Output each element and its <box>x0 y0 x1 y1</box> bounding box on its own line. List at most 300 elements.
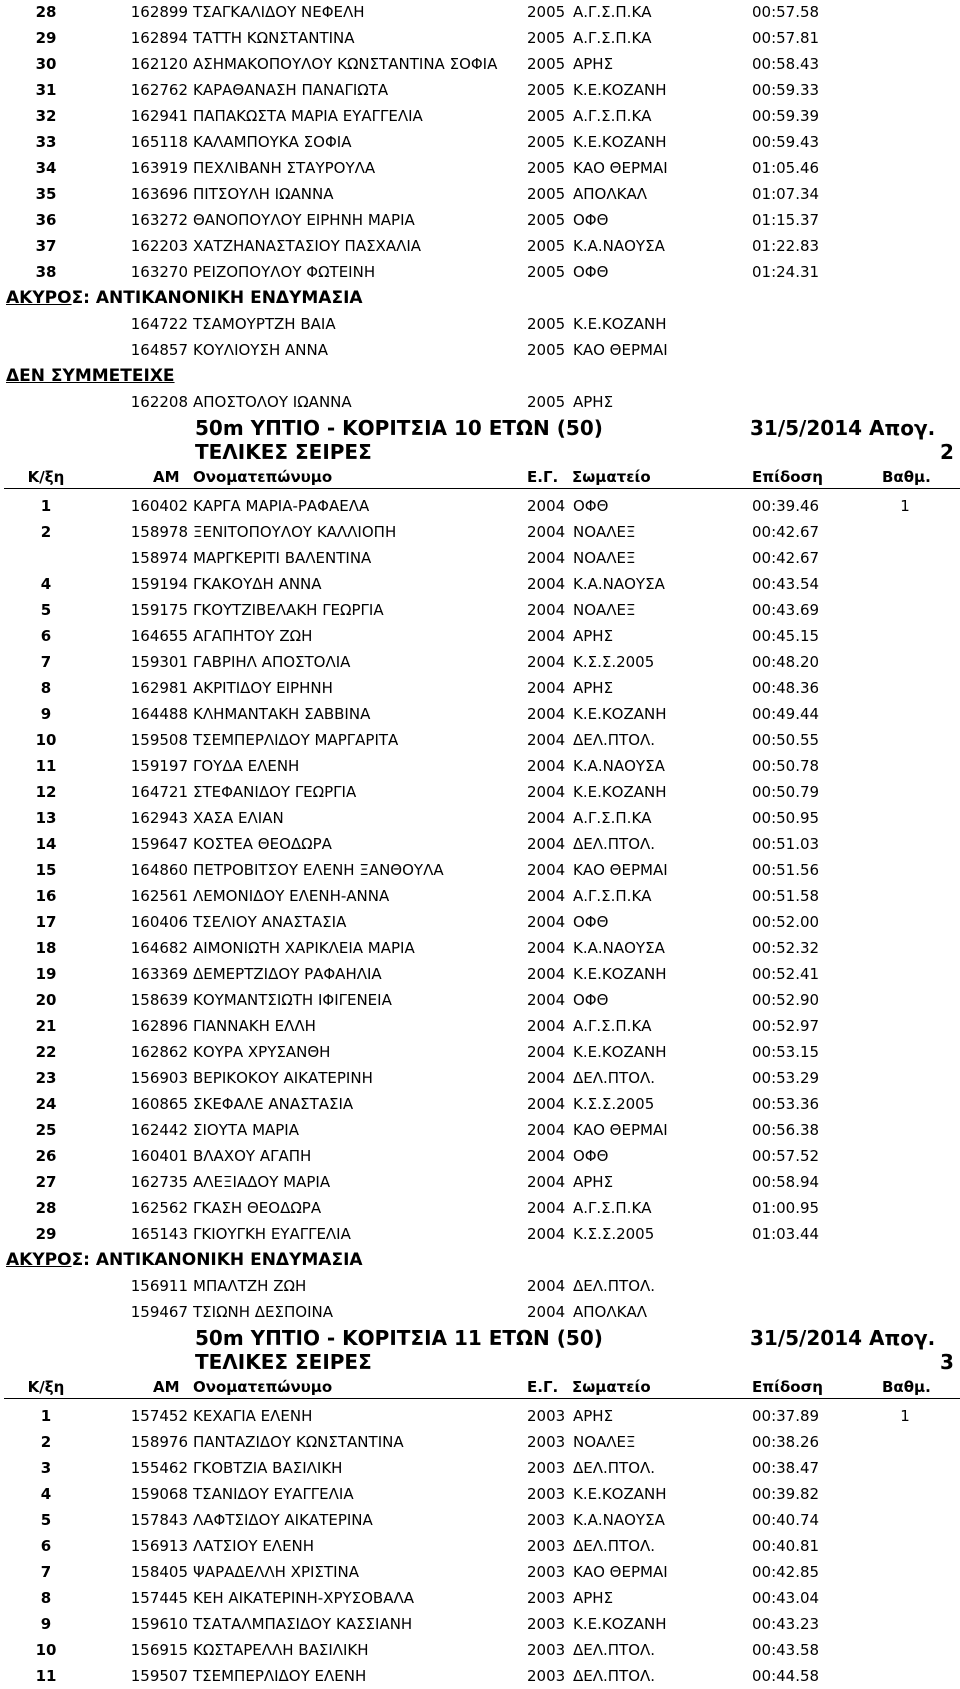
year-cell: 2004 <box>527 887 566 905</box>
name-cell: ΓΑΒΡΙΗΛ ΑΠΟΣΤΟΛΙΑ <box>193 653 351 671</box>
event-date: 31/5/2014 Απογ. <box>750 1326 936 1350</box>
result-row <box>0 727 960 753</box>
club-cell: Α.Γ.Σ.Π.ΚΑ <box>573 887 652 905</box>
year-cell: 2004 <box>527 497 566 515</box>
club-cell: Κ.Ε.ΚΟΖΑΝΗ <box>573 81 667 99</box>
name-cell: ΑΙΜΟΝΙΩΤΗ ΧΑΡΙΚΛΕΙΑ ΜΑΡΙΑ <box>193 939 415 957</box>
name-cell: ΓΚΑΣΗ ΘΕΟΔΩΡΑ <box>193 1199 322 1217</box>
club-cell: ΑΠΟΛΚΑΛ <box>573 1303 647 1321</box>
time-cell: 00:57.52 <box>752 1147 820 1165</box>
year-cell: 2005 <box>527 185 566 203</box>
year-cell: 2005 <box>527 133 566 151</box>
time-cell: 00:39.82 <box>752 1485 820 1503</box>
rank-cell: 8 <box>40 679 52 697</box>
rank-cell: 26 <box>35 1147 57 1165</box>
rank-cell: 4 <box>40 575 52 593</box>
result-row <box>0 337 960 363</box>
name-cell: ΤΣΑΤΑΛΜΠΑΣΙΔΟΥ ΚΑΣΣΙΑΝΗ <box>193 1615 413 1633</box>
club-cell: Α.Γ.Σ.Π.ΚΑ <box>573 107 652 125</box>
result-row <box>0 883 960 909</box>
club-cell: Κ.Σ.Σ.2005 <box>573 1095 655 1113</box>
club-cell: ΟΦΘ <box>573 497 609 515</box>
name-cell: ΚΑΛΑΜΠΟΥΚΑ ΣΟΦΙΑ <box>193 133 352 151</box>
year-cell: 2004 <box>527 1121 566 1139</box>
result-row <box>0 155 960 181</box>
year-cell: 2004 <box>527 1173 566 1191</box>
club-cell: ΑΡΗΣ <box>573 55 614 73</box>
time-cell: 00:42.67 <box>752 523 820 541</box>
am-cell: 159507 <box>130 1667 188 1685</box>
name-cell: ΠΑΝΤΑΖΙΔΟΥ ΚΩΝΣΤΑΝΤΙΝΑ <box>193 1433 404 1451</box>
column-header-row <box>0 1375 960 1399</box>
header-eg: Ε.Γ. <box>527 468 559 486</box>
year-cell: 2004 <box>527 991 566 1009</box>
header-time: Επίδοση <box>752 468 823 486</box>
name-cell: ΚΕΧΑΓΙΑ ΕΛΕΝΗ <box>193 1407 313 1425</box>
time-cell: 00:43.04 <box>752 1589 820 1607</box>
rank-cell: 11 <box>35 1667 57 1685</box>
points-cell: 1 <box>900 497 910 515</box>
name-cell: ΤΣΕΛΙΟΥ ΑΝΑΣΤΑΣΙΑ <box>193 913 347 931</box>
club-cell: ΟΦΘ <box>573 263 609 281</box>
am-cell: 158974 <box>130 549 188 567</box>
club-cell: Κ.Ε.ΚΟΖΑΝΗ <box>573 1615 667 1633</box>
result-row <box>0 519 960 545</box>
rank-cell: 36 <box>35 211 57 229</box>
result-row <box>0 961 960 987</box>
year-cell: 2004 <box>527 783 566 801</box>
year-cell: 2005 <box>527 315 566 333</box>
am-cell: 164857 <box>130 341 188 359</box>
year-cell: 2004 <box>527 601 566 619</box>
name-cell: ΚΕΗ ΑΙΚΑΤΕΡΙΝΗ-ΧΡΥΣΟΒΑΛΑ <box>193 1589 415 1607</box>
rank-cell: 23 <box>35 1069 57 1087</box>
rank-cell: 5 <box>40 1511 52 1529</box>
year-cell: 2004 <box>527 627 566 645</box>
time-cell: 00:48.20 <box>752 653 820 671</box>
name-cell: ΠΑΠΑΚΩΣΤΑ ΜΑΡΙΑ ΕΥΑΓΓΕΛΙΑ <box>193 107 423 125</box>
rank-cell: 2 <box>40 523 52 541</box>
result-row <box>0 935 960 961</box>
club-cell: Α.Γ.Σ.Π.ΚΑ <box>573 809 652 827</box>
year-cell: 2004 <box>527 1199 566 1217</box>
rank-cell: 6 <box>40 627 52 645</box>
am-cell: 157445 <box>130 1589 188 1607</box>
rank-cell: 10 <box>35 731 57 749</box>
result-row <box>0 1039 960 1065</box>
time-cell: 00:50.78 <box>752 757 820 775</box>
event-subtitle: ΤΕΛΙΚΕΣ ΣΕΙΡΕΣ <box>195 1350 372 1374</box>
time-cell: 00:50.55 <box>752 731 820 749</box>
year-cell: 2003 <box>527 1563 566 1581</box>
result-row <box>0 779 960 805</box>
club-cell: ΚΑΟ ΘΕΡΜΑΙ <box>573 341 668 359</box>
club-cell: ΑΡΗΣ <box>573 1407 614 1425</box>
time-cell: 00:43.23 <box>752 1615 820 1633</box>
event-title: 50m ΥΠΤΙΟ - ΚΟΡΙΤΣΙΑ 10 ΕΤΩΝ (50) <box>195 416 603 440</box>
club-cell: Κ.Ε.ΚΟΖΑΝΗ <box>573 315 667 333</box>
rank-cell: 24 <box>35 1095 57 1113</box>
time-cell: 01:05.46 <box>752 159 820 177</box>
time-cell: 00:43.69 <box>752 601 820 619</box>
year-cell: 2004 <box>527 679 566 697</box>
time-cell: 00:42.67 <box>752 549 820 567</box>
year-cell: 2004 <box>527 575 566 593</box>
rank-cell: 18 <box>35 939 57 957</box>
result-row <box>0 0 960 25</box>
event-date: 31/5/2014 Απογ. <box>750 416 936 440</box>
club-cell: ΔΕΛ.ΠΤΟΛ. <box>573 731 656 749</box>
name-cell: ΑΛΕΞΙΑΔΟΥ ΜΑΡΙΑ <box>193 1173 331 1191</box>
result-row <box>0 805 960 831</box>
am-cell: 165143 <box>130 1225 188 1243</box>
club-cell: Κ.Ε.ΚΟΖΑΝΗ <box>573 133 667 151</box>
name-cell: ΑΣΗΜΑΚΟΠΟΥΛΟΥ ΚΩΝΣΤΑΝΤΙΝΑ ΣΟΦΙΑ <box>193 55 498 73</box>
result-row <box>0 597 960 623</box>
result-row <box>0 831 960 857</box>
result-row <box>0 1403 960 1429</box>
club-cell: ΑΡΗΣ <box>573 627 614 645</box>
am-cell: 159647 <box>130 835 188 853</box>
result-row <box>0 233 960 259</box>
am-cell: 162120 <box>130 55 188 73</box>
result-row <box>0 1637 960 1663</box>
year-cell: 2004 <box>527 809 566 827</box>
year-cell: 2004 <box>527 1043 566 1061</box>
name-cell: ΚΑΡΑΘΑΝΑΣΗ ΠΑΝΑΓΙΩΤΑ <box>193 81 389 99</box>
name-cell: ΑΚΡΙΤΙΔΟΥ ΕΙΡΗΝΗ <box>193 679 333 697</box>
rank-cell: 27 <box>35 1173 57 1191</box>
am-cell: 162981 <box>130 679 188 697</box>
disqualified-heading <box>6 1247 363 1273</box>
am-cell: 162561 <box>130 887 188 905</box>
name-cell: ΛΑΦΤΣΙΔΟΥ ΑΙΚΑΤΕΡΙΝΑ <box>193 1511 373 1529</box>
am-cell: 164488 <box>130 705 188 723</box>
am-cell: 155462 <box>130 1459 188 1477</box>
result-row <box>0 51 960 77</box>
result-row <box>0 207 960 233</box>
name-cell: ΚΟΥΛΙΟΥΣΗ ΑΝΝΑ <box>193 341 328 359</box>
year-cell: 2005 <box>527 237 566 255</box>
result-row <box>0 1117 960 1143</box>
name-cell: ΘΑΝΟΠΟΥΛΟΥ ΕΙΡΗΝΗ ΜΑΡΙΑ <box>193 211 415 229</box>
result-row <box>0 545 960 571</box>
header-rank: Κ/ξη <box>27 468 65 486</box>
result-row <box>0 1195 960 1221</box>
name-cell: ΚΟΣΤΕΑ ΘΕΟΔΩΡΑ <box>193 835 332 853</box>
rank-cell: 7 <box>40 1563 52 1581</box>
year-cell: 2003 <box>527 1615 566 1633</box>
year-cell: 2003 <box>527 1511 566 1529</box>
result-row <box>0 909 960 935</box>
result-row <box>0 857 960 883</box>
time-cell: 00:58.94 <box>752 1173 820 1191</box>
disqualified-heading <box>6 285 363 311</box>
am-cell: 156915 <box>130 1641 188 1659</box>
year-cell: 2003 <box>527 1407 566 1425</box>
year-cell: 2005 <box>527 159 566 177</box>
result-row <box>0 129 960 155</box>
name-cell: ΠΕΧΛΙΒΑΝΗ ΣΤΑΥΡΟΥΛΑ <box>193 159 376 177</box>
name-cell: ΤΣΑΜΟΥΡΤΖΗ ΒΑΙΑ <box>193 315 336 333</box>
time-cell: 00:56.38 <box>752 1121 820 1139</box>
rank-cell: 21 <box>35 1017 57 1035</box>
did-not-start-heading: ΔΕΝ ΣΥΜΜΕΤΕΙΧΕ <box>6 366 175 386</box>
year-cell: 2003 <box>527 1459 566 1477</box>
rank-cell: 9 <box>40 705 52 723</box>
club-cell: ΝΟΑΛΕΞ <box>573 1433 636 1451</box>
result-row <box>0 649 960 675</box>
rank-cell: 32 <box>35 107 57 125</box>
am-cell: 163919 <box>130 159 188 177</box>
rank-cell: 14 <box>35 835 57 853</box>
time-cell: 00:59.39 <box>752 107 820 125</box>
rank-cell: 31 <box>35 81 57 99</box>
rank-cell: 34 <box>35 159 57 177</box>
time-cell: 00:44.58 <box>752 1667 820 1685</box>
header-club: Σωματείο <box>572 1378 651 1396</box>
time-cell: 00:52.32 <box>752 939 820 957</box>
time-cell: 01:00.95 <box>752 1199 820 1217</box>
club-cell: ΟΦΘ <box>573 991 609 1009</box>
club-cell: Α.Γ.Σ.Π.ΚΑ <box>573 3 652 21</box>
year-cell: 2003 <box>527 1641 566 1659</box>
rank-cell: 17 <box>35 913 57 931</box>
time-cell: 01:22.83 <box>752 237 820 255</box>
name-cell: ΚΟΥΜΑΝΤΣΙΩΤΗ ΙΦΙΓΕΝΕΙΑ <box>193 991 392 1009</box>
year-cell: 2003 <box>527 1537 566 1555</box>
am-cell: 162896 <box>130 1017 188 1035</box>
am-cell: 163696 <box>130 185 188 203</box>
result-row <box>0 1429 960 1455</box>
year-cell: 2003 <box>527 1433 566 1451</box>
am-cell: 158978 <box>130 523 188 541</box>
name-cell: ΓΙΑΝΝΑΚΗ ΕΛΛΗ <box>193 1017 316 1035</box>
rank-cell: 10 <box>35 1641 57 1659</box>
time-cell: 00:52.97 <box>752 1017 820 1035</box>
result-row <box>0 1065 960 1091</box>
year-cell: 2003 <box>527 1485 566 1503</box>
year-cell: 2003 <box>527 1589 566 1607</box>
event-subtitle: ΤΕΛΙΚΕΣ ΣΕΙΡΕΣ <box>195 440 372 464</box>
rank-cell: 9 <box>40 1615 52 1633</box>
result-row <box>0 1169 960 1195</box>
name-cell: ΑΠΟΣΤΟΛΟΥ ΙΩΑΝΝΑ <box>193 393 352 411</box>
club-cell: ΝΟΑΛΕΞ <box>573 523 636 541</box>
year-cell: 2004 <box>527 861 566 879</box>
rank-cell: 22 <box>35 1043 57 1061</box>
club-cell: ΚΑΟ ΘΕΡΜΑΙ <box>573 159 668 177</box>
name-cell: ΑΓΑΠΗΤΟΥ ΖΩΗ <box>193 627 313 645</box>
time-cell: 00:38.26 <box>752 1433 820 1451</box>
am-cell: 162203 <box>130 237 188 255</box>
name-cell: ΜΠΑΛΤΖΗ ΖΩΗ <box>193 1277 307 1295</box>
header-name: Ονοματεπώνυμο <box>193 468 333 486</box>
year-cell: 2004 <box>527 1095 566 1113</box>
rank-cell: 19 <box>35 965 57 983</box>
time-cell: 00:53.15 <box>752 1043 820 1061</box>
am-cell: 162562 <box>130 1199 188 1217</box>
am-cell: 162208 <box>130 393 188 411</box>
header-am: ΑΜ <box>153 1378 180 1396</box>
club-cell: ΝΟΑΛΕΞ <box>573 549 636 567</box>
rank-cell: 2 <box>40 1433 52 1451</box>
year-cell: 2004 <box>527 1225 566 1243</box>
am-cell: 160865 <box>130 1095 188 1113</box>
time-cell: 00:40.74 <box>752 1511 820 1529</box>
rank-cell: 29 <box>35 1225 57 1243</box>
result-row <box>0 77 960 103</box>
time-cell: 00:45.15 <box>752 627 820 645</box>
name-cell: ΜΑΡΓΚΕΡΙΤΙ ΒΑΛΕΝΤΙΝΑ <box>193 549 372 567</box>
year-cell: 2005 <box>527 29 566 47</box>
time-cell: 00:52.90 <box>752 991 820 1009</box>
name-cell: ΛΑΤΣΙΟΥ ΕΛΕΝΗ <box>193 1537 315 1555</box>
club-cell: Α.Γ.Σ.Π.ΚΑ <box>573 1017 652 1035</box>
rank-cell: 28 <box>35 1199 57 1217</box>
page-number: 3 <box>940 1350 954 1374</box>
header-club: Σωματείο <box>572 468 651 486</box>
time-cell: 00:52.41 <box>752 965 820 983</box>
name-cell: ΤΣΕΜΠΕΡΛΙΔΟΥ ΜΑΡΓΑΡΙΤΑ <box>193 731 399 749</box>
rank-cell: 7 <box>40 653 52 671</box>
am-cell: 164682 <box>130 939 188 957</box>
year-cell: 2004 <box>527 1277 566 1295</box>
am-cell: 162943 <box>130 809 188 827</box>
result-row <box>0 1585 960 1611</box>
name-cell: ΚΑΡΓΑ ΜΑΡΙΑ-ΡΑΦΑΕΛΑ <box>193 497 370 515</box>
year-cell: 2004 <box>527 939 566 957</box>
am-cell: 159194 <box>130 575 188 593</box>
club-cell: Κ.Ε.ΚΟΖΑΝΗ <box>573 1043 667 1061</box>
am-cell: 159301 <box>130 653 188 671</box>
am-cell: 164721 <box>130 783 188 801</box>
result-row <box>0 1273 960 1299</box>
rank-cell: 30 <box>35 55 57 73</box>
am-cell: 162862 <box>130 1043 188 1061</box>
result-row <box>0 181 960 207</box>
result-row <box>0 675 960 701</box>
club-cell: ΑΡΗΣ <box>573 1173 614 1191</box>
time-cell: 00:43.58 <box>752 1641 820 1659</box>
name-cell: ΞΕΝΙΤΟΠΟΥΛΟΥ ΚΑΛΛΙΟΠΗ <box>193 523 397 541</box>
club-cell: ΟΦΘ <box>573 211 609 229</box>
rank-cell: 28 <box>35 3 57 21</box>
year-cell: 2004 <box>527 1147 566 1165</box>
time-cell: 00:42.85 <box>752 1563 820 1581</box>
name-cell: ΠΙΤΣΟΥΛΗ ΙΩΑΝΝΑ <box>193 185 334 203</box>
am-cell: 165118 <box>130 133 188 151</box>
header-divider <box>4 1398 960 1399</box>
am-cell: 164860 <box>130 861 188 879</box>
club-cell: ΔΕΛ.ΠΤΟΛ. <box>573 1069 656 1087</box>
club-cell: Κ.Ε.ΚΟΖΑΝΗ <box>573 1485 667 1503</box>
name-cell: ΡΕΙΖΟΠΟΥΛΟΥ ΦΩΤΕΙΝΗ <box>193 263 376 281</box>
header-eg: Ε.Γ. <box>527 1378 559 1396</box>
time-cell: 00:57.81 <box>752 29 820 47</box>
club-cell: Κ.Α.ΝΑΟΥΣΑ <box>573 939 665 957</box>
club-cell: Α.Γ.Σ.Π.ΚΑ <box>573 29 652 47</box>
club-cell: Κ.Α.ΝΑΟΥΣΑ <box>573 757 665 775</box>
header-time: Επίδοση <box>752 1378 823 1396</box>
time-cell: 00:40.81 <box>752 1537 820 1555</box>
rank-cell: 8 <box>40 1589 52 1607</box>
year-cell: 2004 <box>527 965 566 983</box>
club-cell: ΝΟΑΛΕΞ <box>573 601 636 619</box>
rank-cell: 6 <box>40 1537 52 1555</box>
am-cell: 159068 <box>130 1485 188 1503</box>
time-cell: 00:38.47 <box>752 1459 820 1477</box>
am-cell: 158976 <box>130 1433 188 1451</box>
club-cell: Κ.Σ.Σ.2005 <box>573 653 655 671</box>
result-row <box>0 1455 960 1481</box>
year-cell: 2004 <box>527 731 566 749</box>
time-cell: 00:57.58 <box>752 3 820 21</box>
am-cell: 160401 <box>130 1147 188 1165</box>
time-cell: 00:49.44 <box>752 705 820 723</box>
club-cell: ΔΕΛ.ΠΤΟΛ. <box>573 1459 656 1477</box>
rank-cell: 37 <box>35 237 57 255</box>
club-cell: Κ.Α.ΝΑΟΥΣΑ <box>573 1511 665 1529</box>
name-cell: ΣΙΟΥΤΑ ΜΑΡΙΑ <box>193 1121 299 1139</box>
rank-cell: 1 <box>40 1407 52 1425</box>
am-cell: 162894 <box>130 29 188 47</box>
result-row <box>0 389 960 415</box>
time-cell: 00:39.46 <box>752 497 820 515</box>
result-row <box>0 1091 960 1117</box>
year-cell: 2004 <box>527 653 566 671</box>
am-cell: 157843 <box>130 1511 188 1529</box>
am-cell: 156903 <box>130 1069 188 1087</box>
am-cell: 157452 <box>130 1407 188 1425</box>
rank-cell: 35 <box>35 185 57 203</box>
club-cell: ΔΕΛ.ΠΤΟΛ. <box>573 1537 656 1555</box>
result-row <box>0 25 960 51</box>
result-row <box>0 753 960 779</box>
club-cell: Κ.Ε.ΚΟΖΑΝΗ <box>573 965 667 983</box>
rank-cell: 29 <box>35 29 57 47</box>
year-cell: 2004 <box>527 913 566 931</box>
rank-cell: 12 <box>35 783 57 801</box>
club-cell: ΑΡΗΣ <box>573 679 614 697</box>
time-cell: 00:50.79 <box>752 783 820 801</box>
am-cell: 159610 <box>130 1615 188 1633</box>
result-row <box>0 1221 960 1247</box>
club-cell: ΚΑΟ ΘΕΡΜΑΙ <box>573 1563 668 1581</box>
result-row <box>0 103 960 129</box>
club-cell: Κ.Α.ΝΑΟΥΣΑ <box>573 237 665 255</box>
rank-cell: 38 <box>35 263 57 281</box>
name-cell: ΚΛΗΜΑΝΤΑΚΗ ΣΑΒΒΙΝΑ <box>193 705 371 723</box>
club-cell: ΑΡΗΣ <box>573 1589 614 1607</box>
disqualified-reason: Σ: ΑΝΤΙΚΑΝΟΝΙΚΗ ΕΝΔΥΜΑΣΙΑ <box>71 1250 363 1270</box>
disqualified-label: ΑΚΥΡΟ <box>6 1250 72 1270</box>
name-cell: ΓΚΟΥΤΖΙΒΕΛΑΚΗ ΓΕΩΡΓΙΑ <box>193 601 384 619</box>
year-cell: 2004 <box>527 549 566 567</box>
time-cell: 00:59.33 <box>752 81 820 99</box>
name-cell: ΤΑΤΤΗ ΚΩΝΣΤΑΝΤΙΝΑ <box>193 29 355 47</box>
rank-cell: 1 <box>40 497 52 515</box>
time-cell: 00:51.56 <box>752 861 820 879</box>
result-row <box>0 571 960 597</box>
am-cell: 158405 <box>130 1563 188 1581</box>
am-cell: 159467 <box>130 1303 188 1321</box>
year-cell: 2005 <box>527 393 566 411</box>
rank-cell: 3 <box>40 1459 52 1477</box>
year-cell: 2004 <box>527 1017 566 1035</box>
header-am: ΑΜ <box>153 468 180 486</box>
page-number: 2 <box>940 440 954 464</box>
